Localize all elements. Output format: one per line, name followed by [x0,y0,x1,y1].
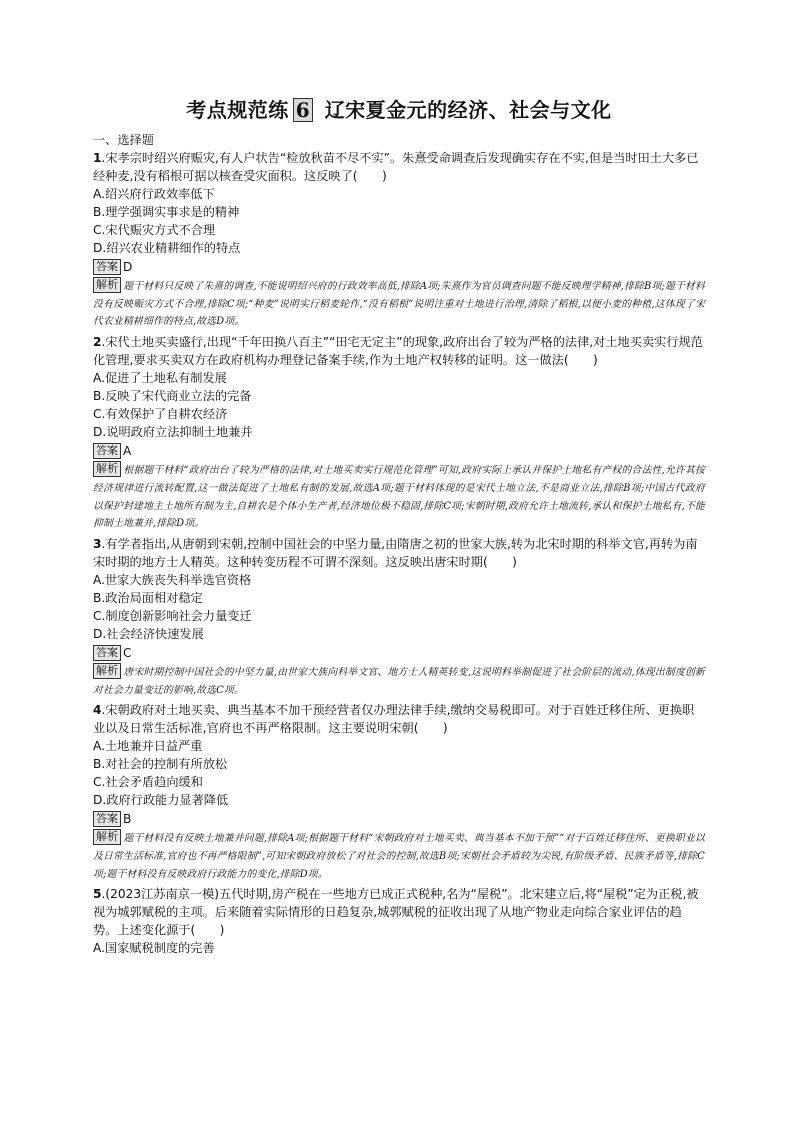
question-stem [93,701,705,737]
option-b: B.政治局面相对稳定 [93,590,203,605]
analysis-tag: 解析 [93,277,121,293]
answer-value: D [123,260,133,274]
worksheet-page [93,95,705,957]
title-number-badge: 6 [293,98,313,122]
analysis-tag: 解析 [93,829,121,845]
analysis-text: 题干材料没有反映土地兼并问题,排除A项;根据题干材料“宋朝政府对土地买卖、典当基本不加干预”“对于百姓迁移住所、更换职业以及日常生活标准,官府也不再严格限制”,可知宋朝政府放松了对社会的控制,故选B项;宋朝社会矛盾较为尖锐,有阶级矛盾、民族矛盾等,排除C项;题干材料没有反映政府行政能力的变化,排除D项。 [93,833,705,880]
question-stem [93,333,705,369]
analysis-paragraph [93,277,705,331]
option-c: C.制度创新影响社会力量变迁 [93,608,252,623]
question-block [93,333,705,533]
question-text: .有学者指出,从唐朝到宋朝,控制中国社会的中坚力量,由隋唐之初的世家大族,转为北宋时期的科举文官,再转为南宋时期的地方士人精英。这种转变历程不可谓不深刻。这反映出唐宋时期( ) [93,536,698,569]
question-stem [93,885,705,939]
answer-tag: 答案 [93,811,121,827]
analysis-tag: 解析 [93,663,121,679]
question-number: 2 [93,335,102,350]
answer-tag: 答案 [93,645,121,661]
title-main: 考点规范练 [186,98,289,122]
page-title [93,95,705,125]
question-block [93,535,705,699]
analysis-text: 题干材料只反映了朱熹的调查,不能说明绍兴府的行政效率高低,排除A项;朱熹作为官员调查问题不能反映理学精神,排除B项;题干材料没有反映赈灾方式不合理,排除C项;“种麦”说明实行稻麦轮作,“没有稻根”说明注重对土地进行治理,清除了稻根,以便小麦的种植,这体现了宋代农业精耕细作的特点,故选D项。 [93,281,705,328]
title-topic: 辽宋夏金元的经济、社会与文化 [324,98,612,122]
analysis-paragraph [93,461,705,533]
option-a: A.绍兴府行政效率低下 [93,187,215,201]
option-a: A.国家赋税制度的完善 [93,941,215,956]
answer-tag: 答案 [93,443,121,459]
option-d: D.社会经济快速发展 [93,626,204,641]
answer-value: C [123,645,132,660]
option-d: D.绍兴农业精耕细作的特点 [93,241,241,255]
option-c: C.宋代赈灾方式不合理 [93,223,216,237]
question-stem [93,149,705,185]
option-b: B.对社会的控制有所放松 [93,757,228,772]
question-text: .宋孝宗时绍兴府赈灾,有人户状告“检放秋苗不尽不实”。朱熹受命调查后发现确实存在不实,但是当时田土大多已经种麦,没有稻根可据以核查受灾面积。这反映了( ) [93,151,699,183]
question-block [93,701,705,883]
question-stem [93,535,705,571]
analysis-paragraph [93,663,705,699]
question-number: 5 [93,887,102,902]
question-text: .宋朝政府对土地买卖、典当基本不加干预经营者仅办理法律手续,缴纳交易税即可。对于百姓迁移住所、更换职业以及日常生活标准,官府也不再严格限制。这主要说明宋朝( ) [93,703,695,736]
question-number: 3 [93,536,102,551]
question-block [93,149,705,331]
question-text: .宋代土地买卖盛行,出现“千年田换八百主”“田宅无定主”的现象,政府出台了较为严格的法律,对土地买卖实行规范化管理,要求买卖双方在政府机构办理登记备案手续,作为土地产权转移的证明。这一做法( ) [93,335,703,368]
option-a: A.世家大族丧失科举选官资格 [93,572,252,587]
answer-line [93,258,705,277]
option-d: D.说明政府立法抑制土地兼并 [93,425,253,440]
question-number: 1 [93,151,102,165]
question-number: 4 [93,703,102,718]
section-heading: 一、选择题 [93,133,154,147]
question-text: .(2023江苏南京一模)五代时期,房产税在一些地方已成正式税种,名为“屋税”。北宋建立后,将“屋税”定为正税,被视为城郭赋税的主项。后来随着实际情形的日趋复杂,城郭赋税的征收出现了从地产物业走向综合家业评估的趋势。上述变化源于( ) [93,887,699,938]
option-c: C.有效保护了自耕农经济 [93,407,228,422]
analysis-paragraph [93,829,705,883]
option-a: A.促进了土地私有制发展 [93,371,227,386]
answer-value: B [123,812,132,827]
answer-line [93,442,705,461]
option-d: D.政府行政能力显著降低 [93,793,229,808]
question-block [93,885,705,957]
option-b: B.理学强调实事求是的精神 [93,205,240,219]
option-b: B.反映了宋代商业立法的完备 [93,389,252,404]
option-c: C.社会矛盾趋向缓和 [93,775,203,790]
answer-tag: 答案 [93,259,121,275]
answer-line [93,644,705,663]
analysis-tag: 解析 [93,461,121,477]
answer-line [93,810,705,829]
option-a: A.土地兼并日益严重 [93,739,203,754]
analysis-text: 根据题干材料“政府出台了较为严格的法律,对土地买卖实行规范化管理”可知,政府实际上承认并保护土地私有产权的合法性,允许其按经济规律进行流转配置,这一做法促进了土地私有制的发展,故选A项;题干材料体现的是宋代土地立法,不是商业立法,排除B项;中国古代政府以保护封建地主土地所有制为主,自耕农是个体小生产者,经济地位极不稳固,排除C项;宋朝时期,政府允许土地流转,承认和保护土地私有,不能抑制土地兼并,排除D项。 [93,465,705,530]
answer-value: A [123,444,132,459]
analysis-text: 唐宋时期控制中国社会的中坚力量,由世家大族向科举文官、地方士人精英转变,这说明科举制促进了社会阶层的流动,体现出制度创新对社会力量变迁的影响,故选C项。 [93,666,705,696]
